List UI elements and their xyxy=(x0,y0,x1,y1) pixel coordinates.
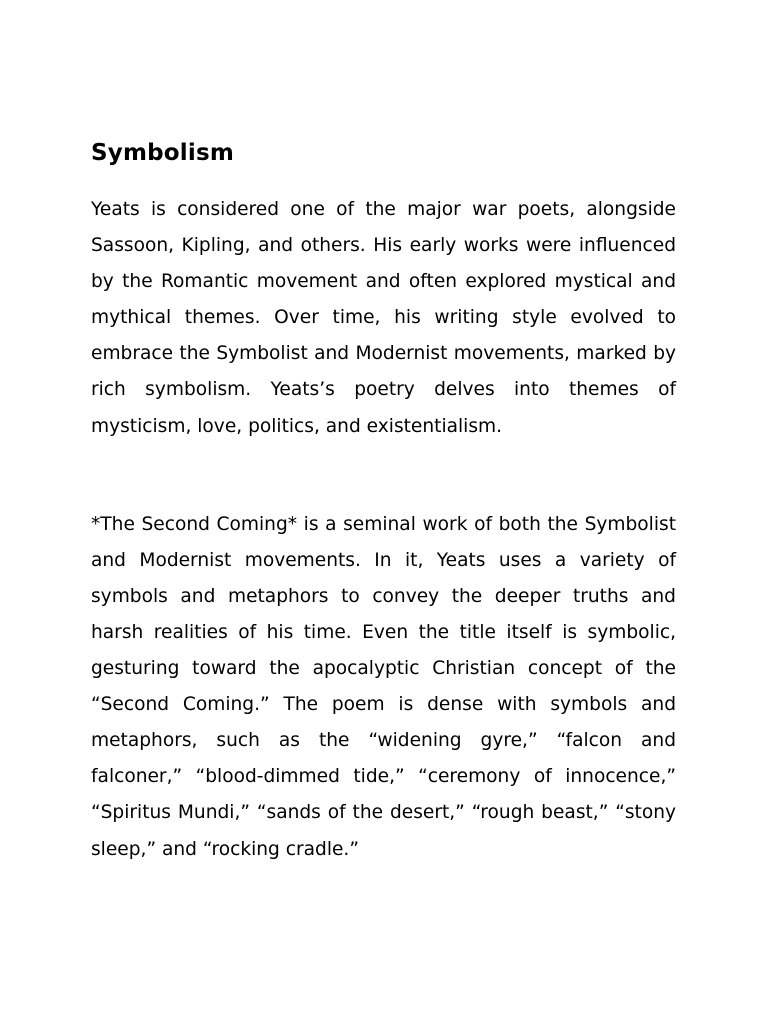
document-page xyxy=(91,137,676,868)
section-heading: Symbolism xyxy=(91,140,235,166)
paragraph-second-coming: *The Second Coming* is a seminal work of both the Symbolist and Modernist movements. In it, Yeats uses a variety of symbols and metaphors to convey the deeper truths and harsh realities of his time. Even the title itself is symbolic, gesturing toward the apocalyptic Christian concept of the “Second Coming.” The poem is dense with symbols and metaphors, such as the “widening gyre,” “falcon and falconer,” “blood-dimmed tide,” “ceremony of innocence,” “Spiritus Mundi,” “sands of the desert,” “rough beast,” “stony sleep,” and “rocking cradle.” xyxy=(91,513,676,860)
paragraph-yeats-overview: Yeats is considered one of the major war poets, alongside Sassoon, Kipling, and others. His early works were influenced by the Romantic movement and often explored mystical and mythical themes. Over time, his writing style evolved to embrace the Symbolist and Modernist movements, marked by rich symbolism. Yeats’s poetry delves into themes of mysticism, love, politics, and existentialism. xyxy=(91,199,676,437)
